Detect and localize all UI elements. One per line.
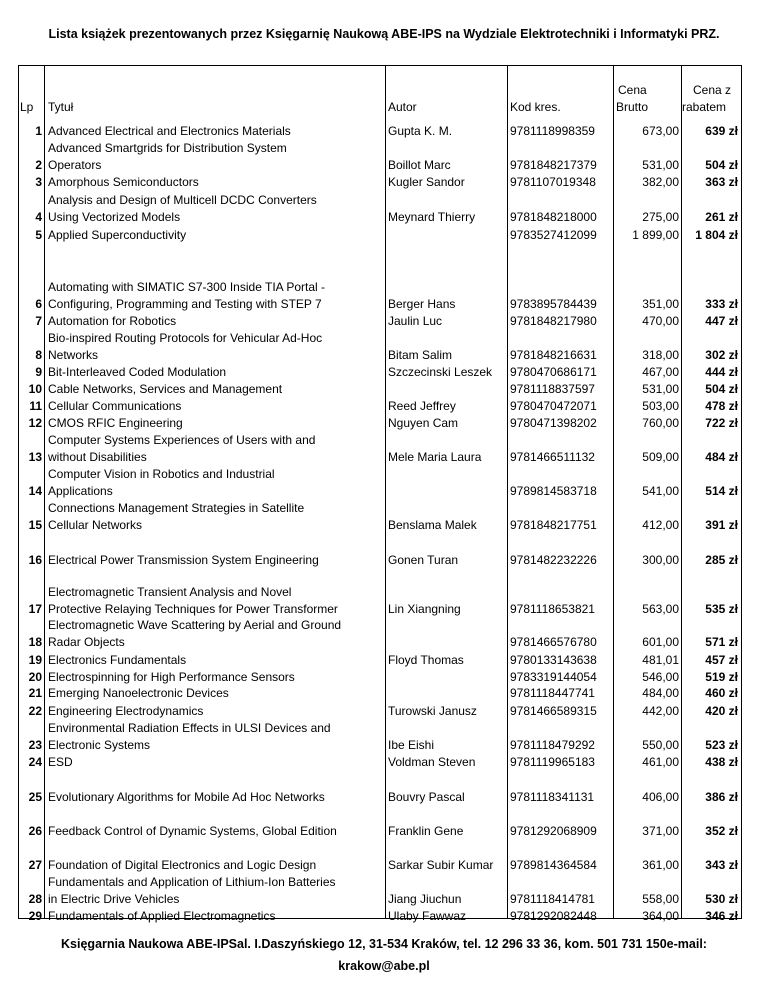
- book-price: 673,00: [642, 124, 679, 138]
- book-price: 442,00: [642, 704, 679, 718]
- book-title: Applied Superconductivity: [48, 228, 187, 242]
- book-isbn: 9781848217751: [510, 518, 597, 532]
- book-isbn: 9781118837597: [510, 382, 595, 396]
- book-author: Floyd Thomas: [388, 653, 464, 667]
- book-title: Advanced Electrical and Electronics Materials: [48, 124, 291, 138]
- book-discount-price: 504 zł: [705, 382, 738, 396]
- row-number: 22: [28, 704, 42, 718]
- book-discount-price: 261 zł: [705, 210, 738, 224]
- row-number: 6: [35, 297, 42, 311]
- book-title: Environmental Radiation Effects in ULSI Devices and: [48, 721, 331, 735]
- grid-line: [613, 65, 614, 919]
- book-title: Bio-inspired Routing Protocols for Vehicular Ad-Hoc: [48, 331, 323, 345]
- row-number: 24: [28, 755, 42, 769]
- header-isbn: Kod kres.: [510, 100, 561, 114]
- book-price: 550,00: [642, 738, 679, 752]
- row-number: 16: [28, 553, 42, 567]
- book-price: 509,00: [642, 450, 679, 464]
- grid-line: [507, 65, 508, 919]
- book-author: Meynard Thierry: [388, 210, 476, 224]
- book-isbn: 9781292082448: [510, 909, 597, 923]
- book-discount-price: 478 zł: [705, 399, 738, 413]
- book-discount-price: 460 zł: [705, 686, 738, 700]
- book-title: Applications: [48, 484, 113, 498]
- book-title: in Electric Drive Vehicles: [48, 892, 180, 906]
- header-discount: Cena z: [692, 83, 732, 97]
- book-discount-price: 444 zł: [705, 365, 738, 379]
- book-title: Fundamentals of Applied Electromagnetics: [48, 909, 276, 923]
- book-discount-price: 343 zł: [705, 858, 738, 872]
- book-isbn: 9781118414781: [510, 892, 595, 906]
- header-price: Brutto: [616, 100, 649, 114]
- book-price: 371,00: [642, 824, 679, 838]
- book-isbn: 9780133143638: [510, 653, 597, 667]
- book-discount-price: 447 zł: [705, 314, 738, 328]
- book-title: CMOS RFIC Engineering: [48, 416, 183, 430]
- row-number: 4: [35, 210, 42, 224]
- footer: [10, 933, 758, 977]
- book-price: 470,00: [642, 314, 679, 328]
- book-isbn: 9783527412099: [510, 228, 597, 242]
- book-author: Jaulin Luc: [388, 314, 443, 328]
- book-discount-price: 535 zł: [705, 602, 738, 616]
- book-price: 461,00: [642, 755, 679, 769]
- book-discount-price: 514 zł: [705, 484, 738, 498]
- book-isbn: 9781119965183: [510, 755, 595, 769]
- row-number: 14: [28, 484, 42, 498]
- row-number: 9: [35, 365, 42, 379]
- book-author: Franklin Gene: [388, 824, 464, 838]
- book-price: 503,00: [642, 399, 679, 413]
- book-title: Radar Objects: [48, 635, 125, 649]
- book-isbn: 9781118653821: [510, 602, 595, 616]
- footer-contact: Księgarnia Naukowa ABE-IPSal. I.Daszyńskiego 12, 31-534 Kraków, tel. 12 296 33 36, kom. 501 731 150e-mail:: [61, 937, 707, 951]
- book-title: Bit-Interleaved Coded Modulation: [48, 365, 227, 379]
- book-discount-price: 571 zł: [705, 635, 738, 649]
- row-number: 1: [35, 124, 42, 138]
- book-author: Berger Hans: [388, 297, 456, 311]
- book-price: 531,00: [642, 382, 679, 396]
- book-isbn: 9781466576780: [510, 635, 597, 649]
- book-price: 484,00: [642, 686, 679, 700]
- book-price: 467,00: [642, 365, 679, 379]
- book-title: Electrospinning for High Performance Sensors: [48, 670, 295, 684]
- book-price: 531,00: [642, 158, 679, 172]
- book-isbn: 9783895784439: [510, 297, 597, 311]
- header-author: Autor: [388, 100, 417, 114]
- book-author: Reed Jeffrey: [388, 399, 456, 413]
- book-author: Bouvry Pascal: [388, 790, 465, 804]
- row-number: 13: [28, 450, 42, 464]
- book-price: 361,00: [642, 858, 679, 872]
- book-isbn: 9781848216631: [510, 348, 597, 362]
- row-number: 17: [28, 602, 42, 616]
- row-number: 7: [35, 314, 42, 328]
- book-price: 558,00: [642, 892, 679, 906]
- book-title: Electronics Fundamentals: [48, 653, 187, 667]
- book-price: 351,00: [642, 297, 679, 311]
- grid-line: [44, 65, 45, 919]
- book-title: Connections Management Strategies in Satellite: [48, 501, 305, 515]
- header-lp: Lp: [20, 100, 34, 114]
- book-title: Cellular Networks: [48, 518, 143, 532]
- book-title: Automating with SIMATIC S7-300 Inside TIA Portal -: [48, 280, 326, 294]
- book-isbn: 9781466589315: [510, 704, 597, 718]
- book-discount-price: 363 zł: [705, 175, 738, 189]
- book-price: 1 899,00: [632, 228, 679, 242]
- grid-line: [741, 65, 742, 919]
- book-price: 275,00: [642, 210, 679, 224]
- book-author: Jiang Jiuchun: [388, 892, 462, 906]
- book-title: Protective Relaying Techniques for Power Transformer: [48, 602, 338, 616]
- book-price: 760,00: [642, 416, 679, 430]
- book-author: Voldman Steven: [388, 755, 476, 769]
- book-title: Computer Systems Experiences of Users with and: [48, 433, 316, 447]
- book-author: Boillot Marc: [388, 158, 451, 172]
- book-title: Emerging Nanoelectronic Devices: [48, 686, 229, 700]
- book-isbn: 9781848218000: [510, 210, 597, 224]
- book-author: Lin Xiangning: [388, 602, 461, 616]
- book-title: Electrical Power Transmission System Engineering: [48, 553, 319, 567]
- book-discount-price: 438 zł: [705, 755, 738, 769]
- book-isbn: 9781118479292: [510, 738, 595, 752]
- book-price: 546,00: [642, 670, 679, 684]
- book-discount-price: 352 zł: [705, 824, 738, 838]
- book-isbn: 9780471398202: [510, 416, 597, 430]
- book-title: Cellular Communications: [48, 399, 182, 413]
- row-number: 21: [28, 686, 42, 700]
- book-author: Sarkar Subir Kumar: [388, 858, 494, 872]
- book-isbn: 9781466511132: [510, 450, 595, 464]
- book-discount-price: 420 zł: [705, 704, 738, 718]
- book-author: Bitam Salim: [388, 348, 453, 362]
- book-isbn: 9780470472071: [510, 399, 597, 413]
- book-discount-price: 523 zł: [705, 738, 738, 752]
- row-number: 29: [28, 909, 42, 923]
- grid-line: [18, 65, 742, 66]
- book-isbn: 9789814583718: [510, 484, 597, 498]
- book-price: 300,00: [642, 553, 679, 567]
- book-author: Szczecinski Leszek: [388, 365, 493, 379]
- book-title: Networks: [48, 348, 99, 362]
- book-discount-price: 346 zł: [705, 909, 738, 923]
- book-title: Feedback Control of Dynamic Systems, Global Edition: [48, 824, 337, 838]
- book-author: Turowski Janusz: [388, 704, 477, 718]
- book-author: Benslama Malek: [388, 518, 477, 532]
- book-discount-price: 457 zł: [705, 653, 738, 667]
- book-title: Analysis and Design of Multicell DCDC Converters: [48, 193, 317, 207]
- book-title: Using Vectorized Models: [48, 210, 181, 224]
- book-discount-price: 722 zł: [705, 416, 738, 430]
- book-discount-price: 386 zł: [705, 790, 738, 804]
- book-title: Automation for Robotics: [48, 314, 177, 328]
- book-table: [18, 65, 742, 923]
- row-number: 3: [35, 175, 42, 189]
- book-discount-price: 639 zł: [705, 124, 738, 138]
- row-number: 2: [35, 158, 42, 172]
- book-isbn: 9780470686171: [510, 365, 597, 379]
- book-discount-price: 285 zł: [705, 553, 738, 567]
- book-discount-price: 333 zł: [705, 297, 738, 311]
- row-number: 23: [28, 738, 42, 752]
- book-isbn: 9781118998359: [510, 124, 595, 138]
- book-author: Gonen Turan: [388, 553, 459, 567]
- book-discount-price: 391 zł: [705, 518, 738, 532]
- book-title: Engineering Electrodynamics: [48, 704, 204, 718]
- book-title: Cable Networks, Services and Management: [48, 382, 283, 396]
- book-title: Electromagnetic Wave Scattering by Aerial and Ground: [48, 618, 342, 632]
- book-title: Electromagnetic Transient Analysis and Novel: [48, 585, 292, 599]
- book-title: Fundamentals and Application of Lithium-Ion Batteries: [48, 875, 336, 889]
- book-isbn: 9781848217379: [510, 158, 597, 172]
- row-number: 8: [35, 348, 42, 362]
- book-isbn: 9789814364584: [510, 858, 597, 872]
- book-author: Ulaby Fawwaz: [388, 909, 467, 923]
- book-title: Foundation of Digital Electronics and Logic Design: [48, 858, 317, 872]
- book-title: Operators: [48, 158, 102, 172]
- row-number: 18: [28, 635, 42, 649]
- book-isbn: 9781292068909: [510, 824, 597, 838]
- book-title: without Disabilities: [48, 450, 147, 464]
- row-number: 19: [28, 653, 42, 667]
- book-price: 601,00: [642, 635, 679, 649]
- book-author: Gupta K. M.: [388, 124, 453, 138]
- row-number: 11: [29, 399, 42, 413]
- header-title: Tytuł: [48, 100, 74, 114]
- book-isbn: 9781107019348: [510, 175, 596, 189]
- book-discount-price: 519 zł: [705, 670, 738, 684]
- book-title: Electronic Systems: [48, 738, 151, 752]
- row-number: 12: [28, 416, 42, 430]
- row-number: 15: [28, 518, 42, 532]
- footer-email[interactable]: krakow@abe.pl: [338, 959, 430, 973]
- row-number: 5: [35, 228, 42, 242]
- book-author: Ibe Eishi: [388, 738, 435, 752]
- row-number: 26: [28, 824, 42, 838]
- book-price: 541,00: [642, 484, 679, 498]
- grid-line: [681, 65, 682, 919]
- page-title: Lista książek prezentowanych przez Księgarnię Naukową ABE-IPS na Wydziale Elektrotechniki i Informatyki PRZ.: [48, 27, 720, 41]
- book-discount-price: 302 zł: [705, 348, 738, 362]
- book-author: Mele Maria Laura: [388, 450, 482, 464]
- header-price: Cena: [618, 83, 647, 97]
- row-number: 10: [28, 382, 42, 396]
- book-isbn: 9781118341131: [510, 790, 595, 804]
- book-title: Advanced Smartgrids for Distribution System: [48, 141, 287, 155]
- book-price: 481,01: [642, 653, 679, 667]
- book-discount-price: 530 zł: [705, 892, 738, 906]
- book-isbn: 9783319144054: [510, 670, 597, 684]
- row-number: 20: [28, 670, 42, 684]
- row-number: 25: [28, 790, 42, 804]
- book-author: Nguyen Cam: [388, 416, 459, 430]
- book-title: ESD: [48, 755, 73, 769]
- book-isbn: 9781482232226: [510, 553, 597, 567]
- book-price: 412,00: [642, 518, 679, 532]
- row-number: 27: [28, 858, 42, 872]
- book-discount-price: 1 804 zł: [695, 228, 738, 242]
- book-discount-price: 504 zł: [705, 158, 738, 172]
- row-number: 28: [28, 892, 42, 906]
- book-title: Evolutionary Algorithms for Mobile Ad Hoc Networks: [48, 790, 325, 804]
- book-price: 364,00: [642, 909, 679, 923]
- book-price: 406,00: [642, 790, 679, 804]
- book-author: Kugler Sandor: [388, 175, 465, 189]
- book-title: Amorphous Semiconductors: [48, 175, 199, 189]
- book-isbn: 9781848217980: [510, 314, 597, 328]
- book-discount-price: 484 zł: [705, 450, 738, 464]
- book-title: Computer Vision in Robotics and Industrial: [48, 467, 275, 481]
- book-isbn: 9781118447741: [510, 686, 595, 700]
- header-discount: rabatem: [682, 100, 727, 114]
- book-price: 563,00: [642, 602, 679, 616]
- book-price: 382,00: [642, 175, 679, 189]
- book-price: 318,00: [642, 348, 679, 362]
- book-title: Configuring, Programming and Testing with STEP 7: [48, 297, 322, 311]
- grid-line: [385, 65, 386, 919]
